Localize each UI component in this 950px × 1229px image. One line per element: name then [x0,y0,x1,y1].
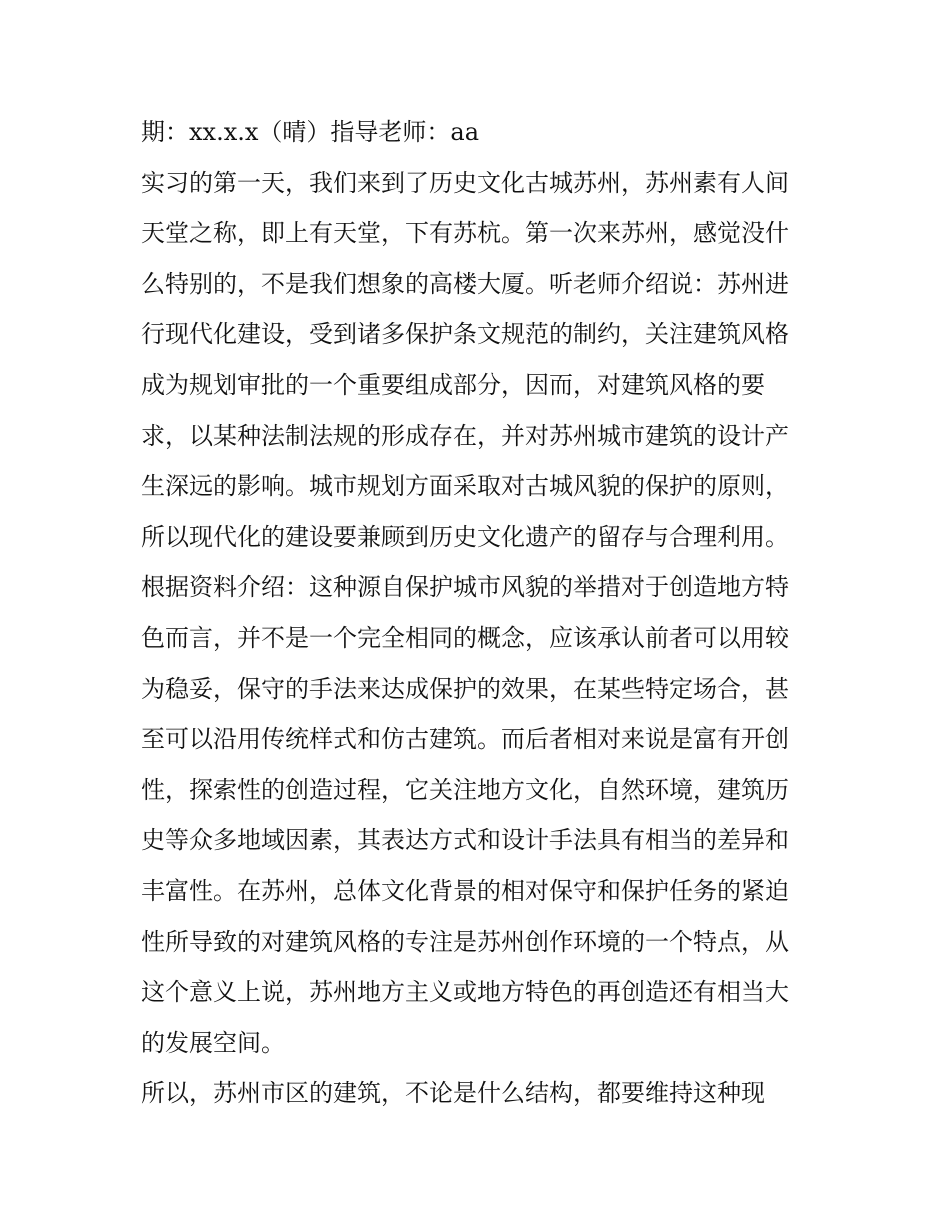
paragraph-line: 成为规划审批的一个重要组成部分，因而，对建筑风格的要 [141,370,765,399]
paragraph-line: 行现代化建设，受到诸多保护条文规范的制约，关注建筑风格 [141,320,789,349]
paragraph-2 [141,562,821,1068]
paragraph-line: 么特别的，不是我们想象的高楼大厦。听老师介绍说：苏州进 [141,269,789,298]
paragraph-3 [141,1068,821,1119]
paragraph-line: 为稳妥，保守的手法来达成保护的效果，在某些特定场合，甚 [141,674,789,703]
paragraph-line: 根据资料介绍：这种源自保护城市风貌的举措对于创造地方特 [141,573,789,602]
paragraph-line: 至可以沿用传统样式和仿古建筑。而后者相对来说是富有开创 [141,725,789,754]
paragraph-line: 天堂之称，即上有天堂，下有苏杭。第一次来苏州，感觉没什 [141,219,789,248]
paragraph-line: 所以现代化的建设要兼顾到历史文化遗产的留存与合理利用。 [141,522,789,551]
paragraph-line: 史等众多地域因素，其表达方式和设计手法具有相当的差异和 [141,826,789,855]
paragraph-line: 性所导致的对建筑风格的专注是苏州创作环境的一个特点，从 [141,927,789,956]
paragraph-line: 性，探索性的创造过程，它关注地方文化，自然环境，建筑历 [141,775,789,804]
document-body [141,107,821,1119]
paragraph-line: 生深远的影响。城市规划方面采取对古城风貌的保护的原则， [141,472,789,501]
paragraph-1 [141,158,821,563]
paragraph-line: 这个意义上说，苏州地方主义或地方特色的再创造还有相当大 [141,978,789,1007]
paragraph-line: 求，以某种法制法规的形成存在，并对苏州城市建筑的设计产 [141,421,789,450]
paragraph-line: 实习的第一天，我们来到了历史文化古城苏州，苏州素有人间 [141,168,789,197]
paragraph-line: 色而言，并不是一个完全相同的概念，应该承认前者可以用较 [141,623,789,652]
paragraph-line: 丰富性。在苏州，总体文化背景的相对保守和保护任务的紧迫 [141,876,789,905]
paragraph-line: 所以，苏州市区的建筑，不论是什么结构，都要维持这种现 [141,1079,765,1108]
paragraph-line: 的发展空间。 [141,1028,285,1057]
header-line: 期：xx.x.x（晴）指导老师：aa [141,118,480,146]
